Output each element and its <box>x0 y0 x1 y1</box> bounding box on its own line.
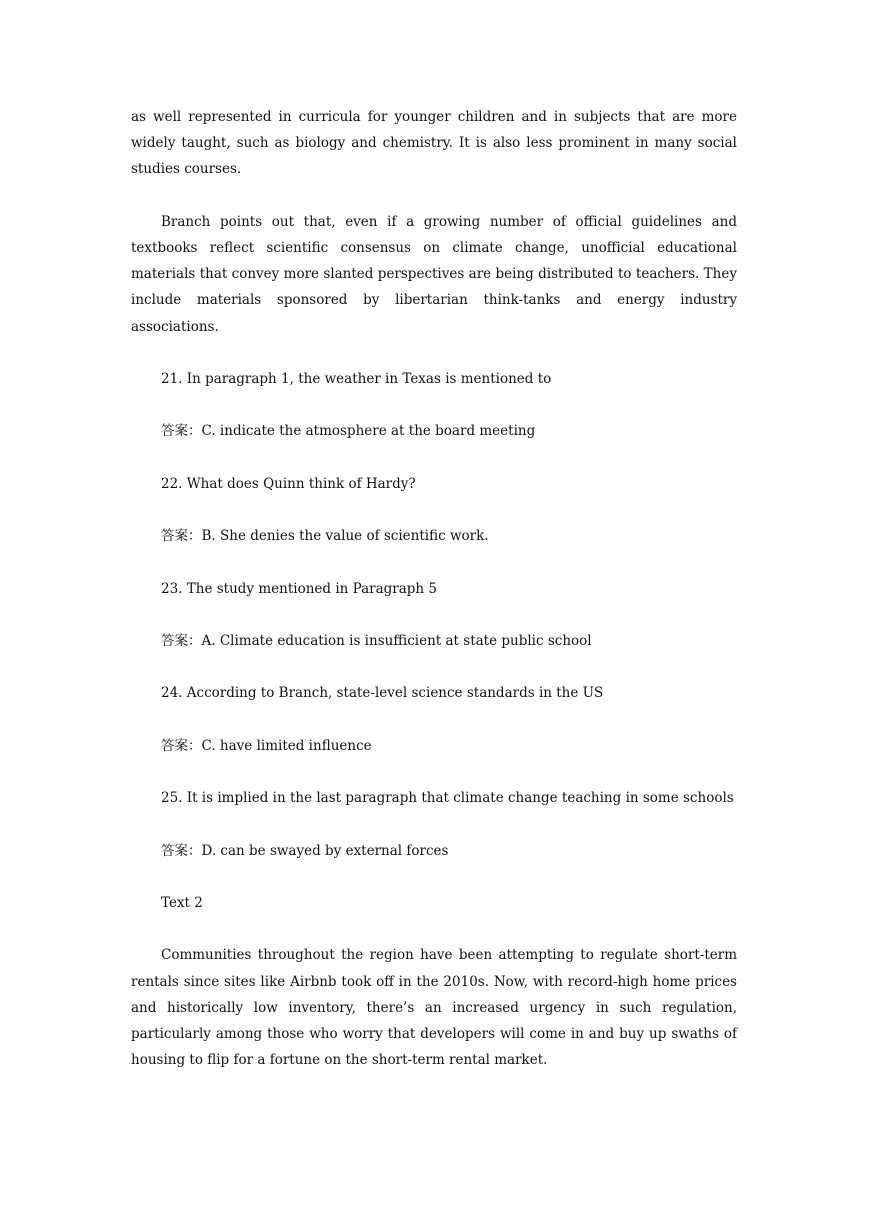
section-heading: Text 2 <box>161 894 203 911</box>
answer-22: 答案：B. She denies the value of scientific work. <box>161 528 489 545</box>
answer-25: 答案：D. can be swayed by external forces <box>161 842 449 859</box>
question-21: 21. In paragraph 1, the weather in Texas is mentioned to <box>161 371 552 387</box>
paragraph-branch: Branch points out that, even if a growing number of official guidelines and textbooks reflect scientific consensus on climate change, unofficial educational materials that convey more slanted perspectives are being distributed to teachers. They include materials sponsored by libertarian think-tanks and energy industry associations. <box>131 213 737 335</box>
paragraph-continuation: as well represented in curricula for younger children and in subjects that are more widely taught, such as biology and chemistry. It is also less prominent in many social studies courses. <box>131 109 737 178</box>
document-body <box>131 104 737 1100</box>
question-23: 23. The study mentioned in Paragraph 5 <box>161 580 438 597</box>
paragraph-text2: Communities throughout the region have been attempting to regulate short-term rentals since sites like Airbnb took off in the 2010s. Now, with record-high home prices and historically low inventory, there’s an increased urgency in such regulation, particularly among those who worry that developers will come in and buy up swaths of housing to flip for a fortune on the short-term rental market. <box>131 947 737 1069</box>
answer-21: 答案：C. indicate the atmosphere at the board meeting <box>161 423 536 440</box>
question-22: 22. What does Quinn think of Hardy? <box>161 475 416 492</box>
question-25: 25. It is implied in the last paragraph that climate change teaching in some schools <box>161 790 734 807</box>
answer-23: 答案：A. Climate education is insufficient at state public school <box>161 632 592 649</box>
answer-24: 答案：C. have limited influence <box>161 737 372 754</box>
question-24: 24. According to Branch, state-level science standards in the US <box>161 685 604 702</box>
